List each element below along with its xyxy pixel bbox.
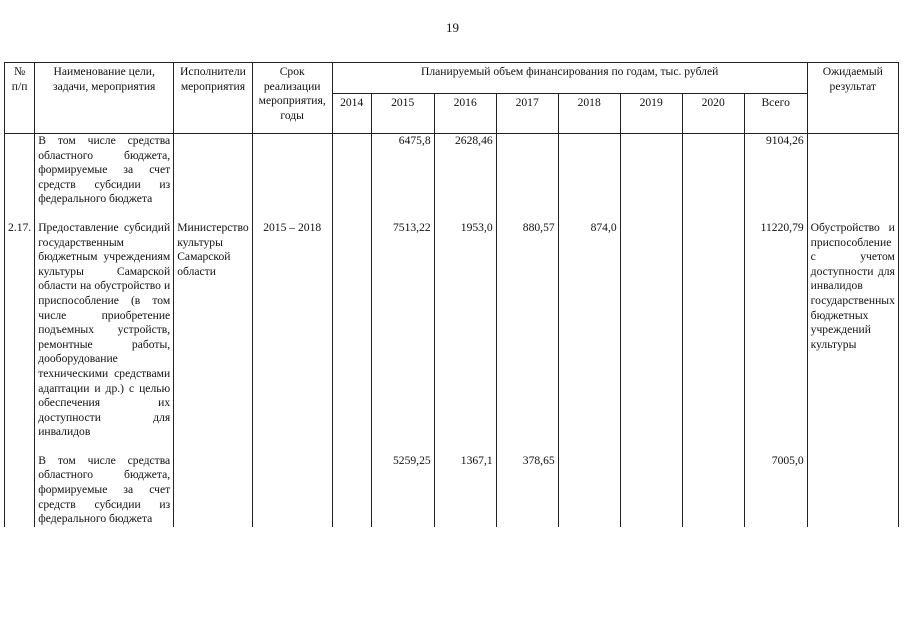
- page-number: 19: [446, 20, 459, 35]
- header-result: Ожидаемый результат: [807, 63, 898, 134]
- row-value-2019: [620, 221, 682, 440]
- row-value-2020: [682, 221, 744, 440]
- row-num: [5, 454, 35, 527]
- row-name: Предоставление субсидий государственным бюджетным учреждениям культуры Самарской области на обустройство и приспособление (в том числе приобретение подъемных устройств, ремонтные работы, дооборудование техническими средствами адаптации и др.) с целью обеспечения их доступности для инвалидов: [35, 221, 174, 440]
- row-value-2019: [620, 454, 682, 527]
- row-spacer: [5, 440, 899, 454]
- row-value-2015: 6475,8: [371, 134, 434, 207]
- row-value-2018: 874,0: [558, 221, 620, 440]
- row-value-2018: [558, 134, 620, 207]
- row-executor: Министерство культуры Самарской области: [174, 221, 252, 440]
- table-row: [5, 454, 899, 527]
- row-value-2016: 1953,0: [434, 221, 496, 440]
- header-funding-group: Планируемый объем финансирования по годам, тыс. рублей: [332, 63, 807, 94]
- financing-table: [4, 62, 899, 527]
- row-value-2014: [332, 454, 371, 527]
- row-value-2017: 378,65: [496, 454, 558, 527]
- row-result: [807, 134, 898, 207]
- row-num: [5, 134, 35, 207]
- header-year-2019: 2019: [620, 94, 682, 134]
- header-name: Наименование цели, задачи, мероприятия: [35, 63, 174, 134]
- row-executor: [174, 134, 252, 207]
- table-row: [5, 134, 899, 207]
- row-value-2018: [558, 454, 620, 527]
- row-name: В том числе средства областного бюджета, формируемые за счет средств субсидии из федерального бюджета: [35, 134, 174, 207]
- row-value-2014: [332, 134, 371, 207]
- header-year-2018: 2018: [558, 94, 620, 134]
- row-value-2020: [682, 134, 744, 207]
- row-value-2015: 7513,22: [371, 221, 434, 440]
- header-num: № п/п: [5, 63, 35, 134]
- row-period: [252, 134, 332, 207]
- row-value-2016: 1367,1: [434, 454, 496, 527]
- header-year-2017: 2017: [496, 94, 558, 134]
- header-total: Всего: [744, 94, 807, 134]
- row-value-2016: 2628,46: [434, 134, 496, 207]
- header-year-2015: 2015: [371, 94, 434, 134]
- row-result: [807, 454, 898, 527]
- row-name: В том числе средства областного бюджета, формируемые за счет средств субсидии из федерального бюджета: [35, 454, 174, 527]
- row-value-total: 9104,26: [744, 134, 807, 207]
- row-period: [252, 454, 332, 527]
- header-period: Срок реализации мероприятия, годы: [252, 63, 332, 134]
- header-year-2014: 2014: [332, 94, 371, 134]
- header-year-2016: 2016: [434, 94, 496, 134]
- row-num: 2.17.: [5, 221, 35, 440]
- row-spacer: [5, 207, 899, 221]
- row-value-2019: [620, 134, 682, 207]
- header-row-top: [5, 63, 899, 94]
- table-row: [5, 221, 899, 440]
- row-value-total: 11220,79: [744, 221, 807, 440]
- row-value-2015: 5259,25: [371, 454, 434, 527]
- row-result: Обустройство и приспособление с учетом доступности для инвалидов государственных бюджетных учреждений культуры: [807, 221, 898, 440]
- row-executor: [174, 454, 252, 527]
- row-value-2017: [496, 134, 558, 207]
- header-executor: Исполнители мероприятия: [174, 63, 252, 134]
- row-value-2020: [682, 454, 744, 527]
- row-value-total: 7005,0: [744, 454, 807, 527]
- row-value-2014: [332, 221, 371, 440]
- row-value-2017: 880,57: [496, 221, 558, 440]
- row-period: 2015 – 2018: [252, 221, 332, 440]
- header-year-2020: 2020: [682, 94, 744, 134]
